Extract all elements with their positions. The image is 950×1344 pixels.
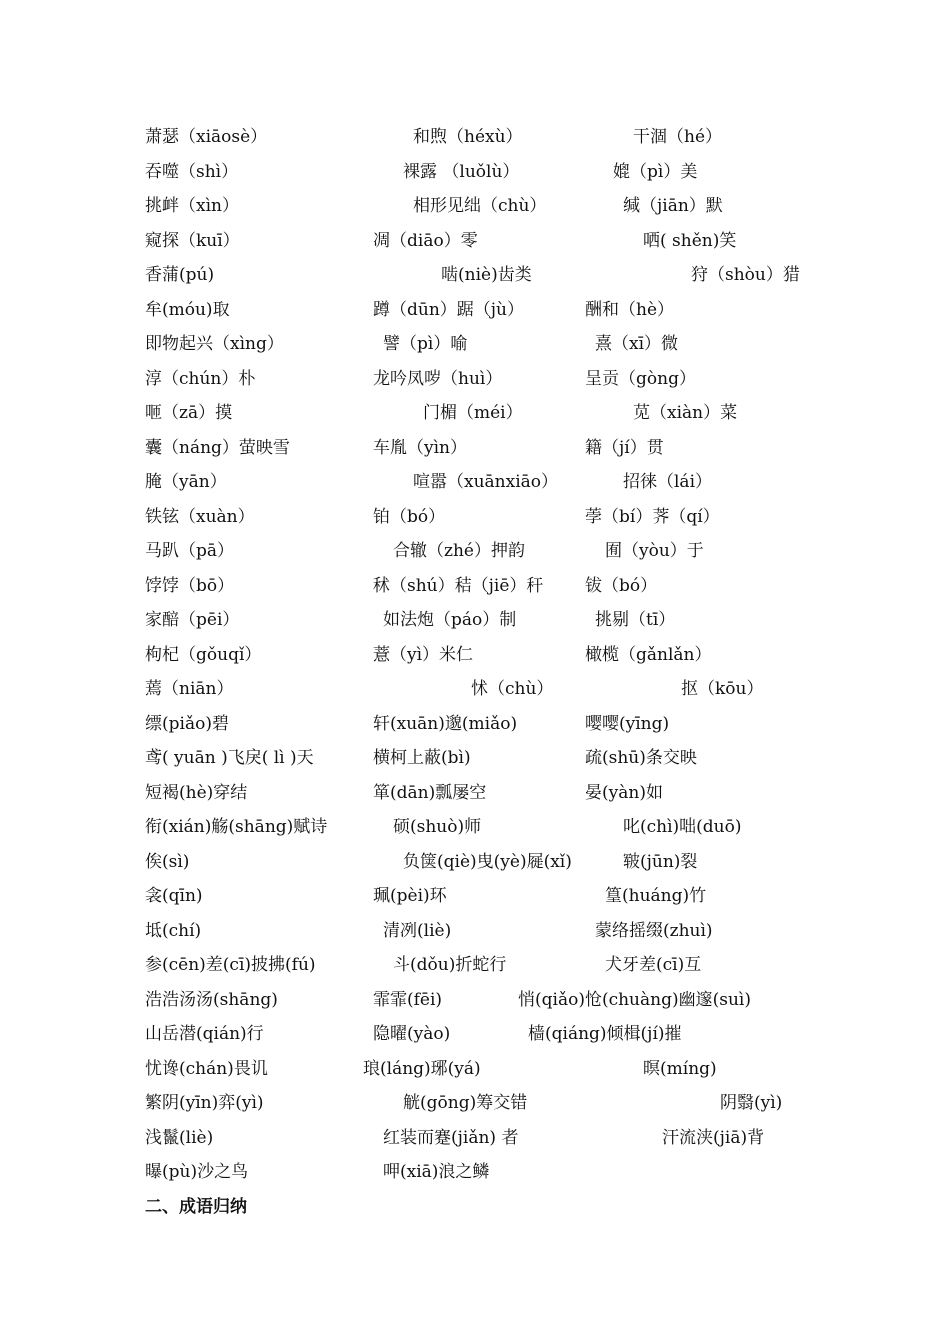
vocab-entry: 山岳潜(qián)行	[145, 1024, 264, 1044]
vocab-row	[0, 189, 950, 223]
vocab-entry: 曝(pù)沙之鸟	[145, 1162, 249, 1182]
vocab-entry: 缥(piǎo)碧	[145, 713, 229, 734]
vocab-row	[0, 293, 950, 327]
vocab-entry: 呈贡（gòng）	[585, 368, 696, 389]
vocab-entry: 相形见绌（chù）	[413, 196, 547, 216]
vocab-entry: 轩(xuān)邈(miǎo)	[373, 713, 518, 734]
vocab-row	[0, 327, 950, 361]
vocab-entry: 荸（bí）荠（qí）	[585, 506, 720, 527]
vocab-entry: 暝(míng)	[643, 1058, 717, 1079]
vocab-row	[0, 810, 950, 844]
vocab-entry: 浅鬣(liè)	[145, 1127, 214, 1148]
vocab-entry: 薏（yì）米仁	[373, 644, 474, 665]
vocab-row	[0, 120, 950, 154]
vocab-entry: 横柯上蔽(bì)	[373, 748, 471, 768]
vocab-row	[0, 1052, 950, 1086]
vocab-entry: 珮(pèi)环	[373, 886, 447, 906]
vocab-entry: 觥(gōng)筹交错	[403, 1093, 528, 1113]
vocab-entry: 家醅（pēi）	[145, 610, 240, 630]
vocab-entry: 霏霏(fēi)	[373, 989, 443, 1010]
vocab-row	[0, 638, 950, 672]
vocab-entry: 蔫（niān）	[145, 679, 234, 699]
vocab-row	[0, 672, 950, 706]
vocab-entry: 狩（shòu）猎	[691, 265, 800, 285]
vocab-entry: 铁铉（xuàn）	[145, 506, 255, 527]
vocab-row	[0, 879, 950, 913]
vocab-entry: 籍（jí）贯	[585, 437, 664, 458]
vocab-entry: 红装而蹇(jiǎn) 者	[383, 1127, 519, 1148]
vocab-entry: 抠（kōu）	[681, 679, 764, 699]
vocab-row	[0, 603, 950, 637]
vocab-entry: 疏(shū)条交映	[585, 748, 697, 768]
vocab-entry: 招徕（lái）	[623, 472, 713, 492]
vocab-entry: 参(cēn)差(cī)披拂(fú)	[145, 955, 316, 975]
vocab-entry: 怵（chù）	[471, 679, 554, 699]
vocab-entry: 合辙（zhé）押韵	[393, 541, 525, 561]
vocab-row	[0, 741, 950, 775]
vocab-entry: 凋（diāo）零	[373, 230, 478, 251]
vocab-row	[0, 914, 950, 948]
vocab-entry: 阴翳(yì)	[720, 1093, 783, 1113]
vocab-entry: 酬和（hè）	[585, 299, 675, 320]
vocab-entry: 隐曜(yào)	[373, 1024, 451, 1044]
vocab-entry: 蒙络摇缀(zhuì)	[595, 920, 713, 941]
vocab-entry: 即物起兴（xìng）	[145, 334, 284, 354]
vocab-entry: 呷(xiā)浪之鳞	[383, 1162, 490, 1182]
vocab-entry: 鸢( yuān )飞戾( lì )天	[145, 748, 314, 768]
vocab-entry: 短褐(hè)穿结	[145, 782, 248, 803]
vocab-row	[0, 948, 950, 982]
vocab-entry: 汗流浃(jiā)背	[662, 1127, 765, 1148]
vocab-entry: 车胤（yìn）	[373, 437, 467, 458]
vocab-entry: 篁(huáng)竹	[605, 886, 707, 906]
vocab-entry: 枸杞（gǒuqǐ）	[145, 644, 262, 665]
vocab-row	[0, 258, 950, 292]
vocab-entry: 秫（shú）秸（jiē）秆	[373, 575, 544, 596]
vocab-entry: 蹲（dūn）踞（jù）	[373, 299, 524, 320]
vocab-entry: 咂（zā）摸	[145, 403, 233, 423]
vocab-entry: 龙吟凤哕（huì）	[373, 368, 503, 389]
vocab-row	[0, 1121, 950, 1155]
vocab-entry: 窥探（kuī）	[145, 230, 240, 251]
vocab-entry: 忧谗(chán)畏讥	[145, 1058, 268, 1079]
vocab-entry: 嘤嘤(yīng)	[585, 713, 670, 734]
vocab-entry: 如法炮（páo）制	[383, 610, 517, 630]
vocab-row	[0, 465, 950, 499]
vocab-entry: 裸露 （luǒlù）	[403, 161, 520, 182]
vocab-row	[0, 707, 950, 741]
vocab-entry: 犬牙差(cī)互	[605, 955, 702, 975]
vocab-entry: 牟(móu)取	[145, 299, 230, 320]
vocab-row	[0, 1086, 950, 1120]
vocab-entry: 樯(qiáng)倾楫(jí)摧	[528, 1024, 682, 1044]
vocab-entry: 坻(chí)	[145, 920, 202, 941]
vocab-entry: 苋（xiàn）菜	[633, 403, 738, 423]
vocab-entry: 硕(shuò)师	[393, 817, 482, 837]
vocab-entry: 囊（náng）萤映雪	[145, 437, 290, 458]
vocab-entry: 喧嚣（xuānxiāo）	[413, 472, 559, 492]
vocab-entry: 衔(xián)觞(shāng)赋诗	[145, 817, 328, 837]
vocab-entry: 叱(chì)咄(duō)	[623, 817, 742, 837]
vocab-row	[0, 569, 950, 603]
vocab-entry: 箪(dān)瓢屡空	[373, 782, 487, 803]
vocab-entry: 马趴（pā）	[145, 541, 235, 561]
vocab-entry: 腌（yān）	[145, 472, 227, 492]
vocab-entry: 缄（jiān）默	[623, 196, 723, 216]
vocab-entry: 譬（pì）喻	[383, 334, 468, 354]
vocab-entry: 衾(qīn)	[145, 886, 203, 906]
vocab-row	[0, 155, 950, 189]
vocab-entry: 哂( shěn)笑	[643, 230, 737, 251]
vocab-entry: 吞噬（shì）	[145, 161, 239, 182]
vocab-entry: 饽饽（bō）	[145, 575, 235, 596]
vocab-row	[0, 224, 950, 258]
vocab-entry: 挑剔（tī）	[595, 610, 676, 630]
vocab-row	[0, 362, 950, 396]
vocab-row	[0, 776, 950, 810]
vocab-entry: 铂（bó）	[373, 506, 446, 527]
vocab-entry: 悄(qiǎo)怆(chuàng)幽邃(suì)	[518, 989, 751, 1010]
vocab-entry: 琅(láng)琊(yá)	[363, 1058, 481, 1079]
section-heading: 二、成语归纳	[145, 1197, 247, 1217]
vocab-row	[0, 845, 950, 879]
vocab-row	[0, 1155, 950, 1189]
vocab-entry: 萧瑟（xiāosè）	[145, 127, 268, 147]
vocab-entry: 橄榄（gǎnlǎn）	[585, 644, 712, 665]
vocab-entry: 熹（xī）微	[595, 334, 679, 354]
vocab-entry: 钹（bó）	[585, 575, 658, 596]
vocab-row	[0, 500, 950, 534]
vocab-entry: 淳（chún）朴	[145, 368, 256, 389]
vocab-entry: 负箧(qiè)曳(yè)屣(xǐ)	[403, 851, 572, 872]
vocab-entry: 门楣（méi）	[423, 403, 523, 423]
vocab-entry: 晏(yàn)如	[585, 782, 663, 803]
vocab-row	[0, 983, 950, 1017]
vocab-entry: 浩浩汤汤(shāng)	[145, 989, 278, 1010]
vocab-row	[0, 431, 950, 465]
vocab-entry: 挑衅（xìn）	[145, 196, 239, 216]
vocab-entry: 囿（yòu）于	[605, 541, 704, 561]
vocab-entry: 和煦（héxù）	[413, 127, 523, 147]
vocab-entry: 香蒲(pú)	[145, 265, 215, 285]
vocab-entry: 干涸（hé）	[633, 127, 723, 147]
vocab-entry: 皲(jūn)裂	[623, 851, 698, 872]
vocab-row	[0, 396, 950, 430]
vocab-entry: 斗(dǒu)折蛇行	[393, 955, 507, 975]
vocab-entry: 清冽(liè)	[383, 920, 452, 941]
vocab-row	[0, 1017, 950, 1051]
vocab-entry: 俟(sì)	[145, 851, 190, 872]
vocab-entry: 繁阴(yīn)弈(yì)	[145, 1093, 264, 1113]
vocab-row	[0, 534, 950, 568]
vocab-entry: 媲（pì）美	[613, 161, 698, 182]
vocab-entry: 啮(niè)齿类	[441, 265, 532, 285]
